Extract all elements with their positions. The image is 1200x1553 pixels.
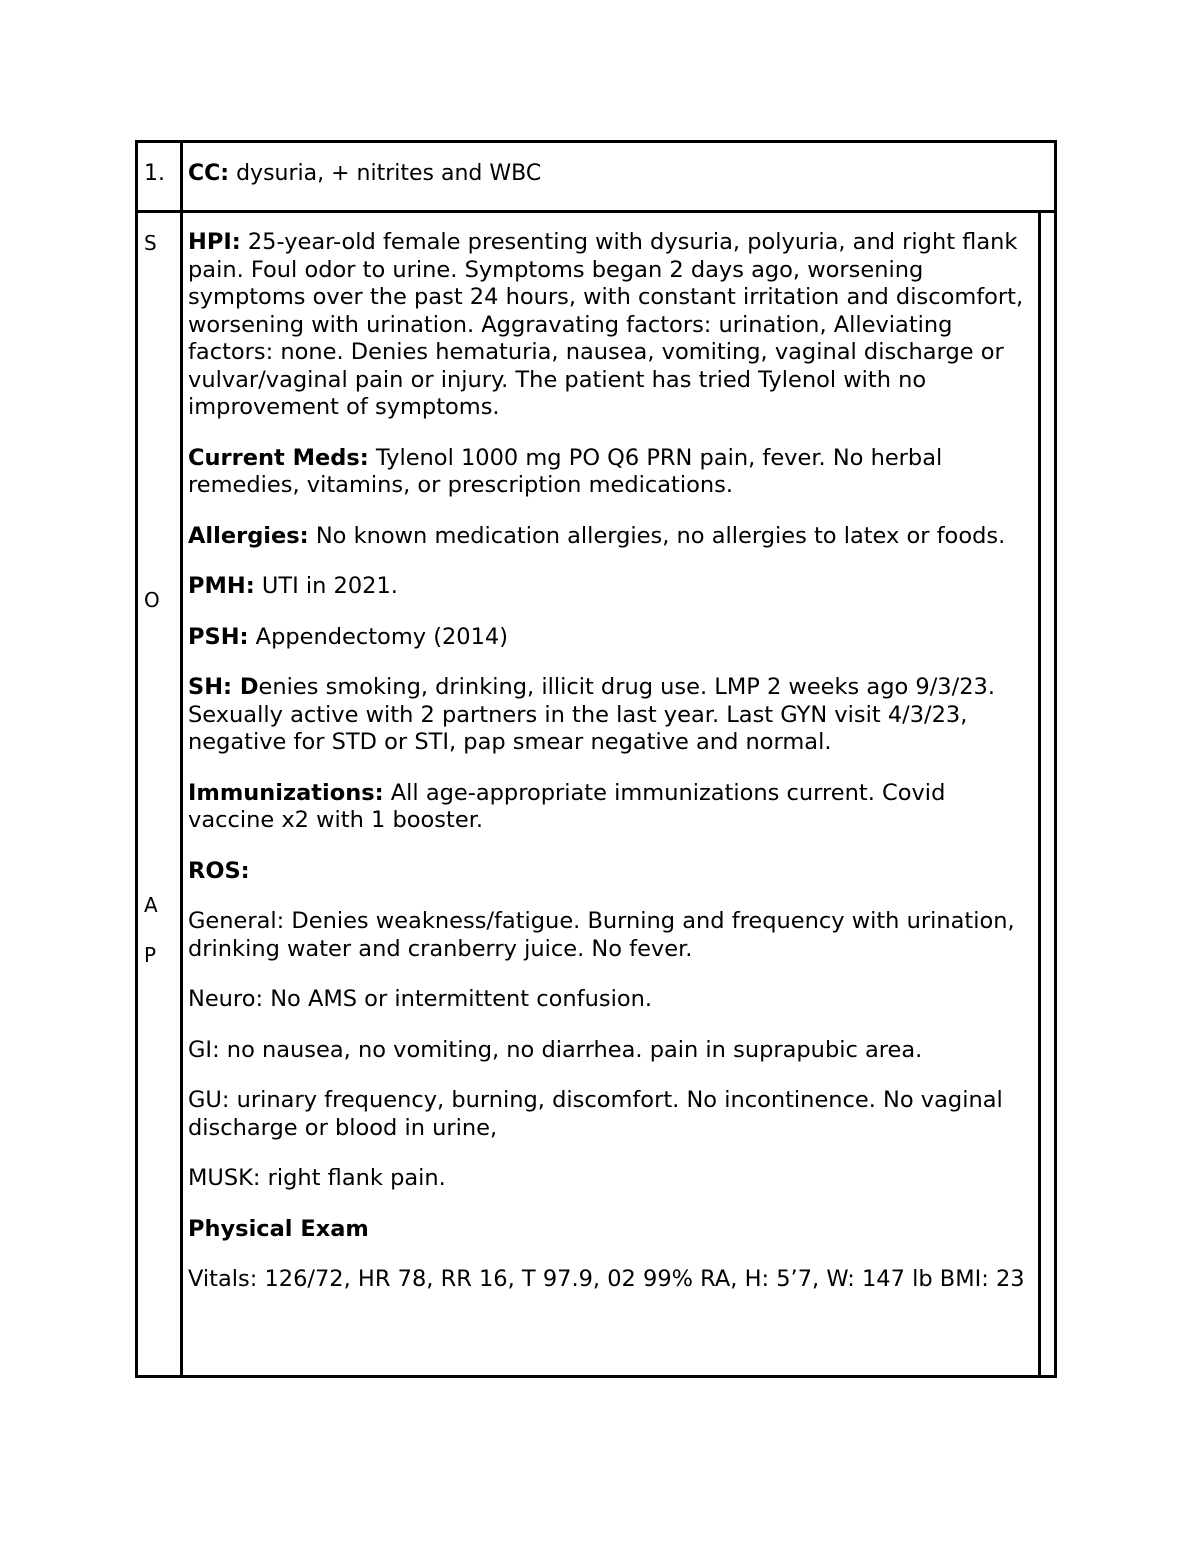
psh-text: Appendectomy (2014) [248,623,509,650]
note-content [188,229,1038,1317]
physical-exam-heading: Physical Exam [188,1215,369,1242]
current-meds-label: Current Meds: [188,444,369,471]
current-meds-paragraph [188,445,1038,500]
hpi-paragraph [188,229,1038,422]
ros-gi: GI: no nausea, no vomiting, no diarrhea. pain in suprapubic area. [188,1036,923,1063]
hpi-text: 25-year-old female presenting with dysuria, polyuria, and right flank pain. Foul odor to urine. Symptoms began 2 days ago, worsening symptoms over the past 24 hours, with constant irritation and discomfort, worsening with urination. Aggravating factors: urination, Alleviating factors: none. Denies hematuria, nausea, vomiting, vaginal discharge or vulvar/vaginal pain or injury. The patient has tried Tylenol with no improvement of symptoms. [188,229,1024,420]
ros-general: General: Denies weakness/fatigue. Burning and frequency with urination, drinking water and cranberry juice. No fever. [188,908,1015,962]
sh-text: enies smoking, drinking, illicit drug use. LMP 2 weeks ago 9/3/23. Sexually active with 2 partners in the last year. Last GYN visit 4/3/23, negative for STD or STI, pap smear negative and normal. [188,674,995,755]
vitals: Vitals: 126/72, HR 78, RR 16, T 97.9, 02 99% RA, H: 5’7, W: 147 lb BMI: 23 [188,1266,1025,1292]
soap-note-table [135,140,1057,1378]
row-number: 1. [144,161,165,186]
psh-paragraph [188,624,1038,652]
soap-letter-o: O [144,588,160,612]
soap-letter-p: P [144,943,157,967]
column-divider [180,143,183,1375]
sh-paragraph [188,674,1038,757]
cc-label: CC: [188,161,230,186]
current-meds-text: Tylenol 1000 mg PO Q6 PRN pain, fever. No herbal remedies, vitamins, or prescription medications. [188,444,943,498]
row-divider [138,210,1054,213]
pmh-text: UTI in 2021. [254,573,398,599]
soap-letter-s: S [144,231,157,255]
psh-label: PSH: [188,623,249,650]
immunizations-paragraph [188,780,1038,835]
immunizations-label: Immunizations: [188,779,384,806]
soap-letter-a: A [144,893,158,917]
allergies-label: Allergies: [188,522,309,549]
ros-musk: MUSK: right flank pain. [188,1165,446,1191]
cc-text: dysuria, + nitrites and WBC [229,161,542,186]
ros-neuro: Neuro: No AMS or intermittent confusion. [188,986,652,1012]
hpi-label: HPI: [188,229,241,255]
ros-heading: ROS: [188,857,250,884]
immunizations-text: All age-appropriate immunizations current. Covid vaccine x2 with 1 booster. [188,779,946,833]
sh-label: SH: D [188,674,259,700]
allergies-paragraph [188,523,1038,551]
pmh-label: PMH: [188,573,255,599]
inner-right-border [1038,213,1041,1375]
chief-complaint [188,161,541,186]
allergies-text: No known medication allergies, no allergies to latex or foods. [308,522,1006,549]
pmh-paragraph [188,573,1038,601]
ros-gu: GU: urinary frequency, burning, discomfort. No incontinence. No vaginal discharge or blood in urine, [188,1087,1003,1141]
